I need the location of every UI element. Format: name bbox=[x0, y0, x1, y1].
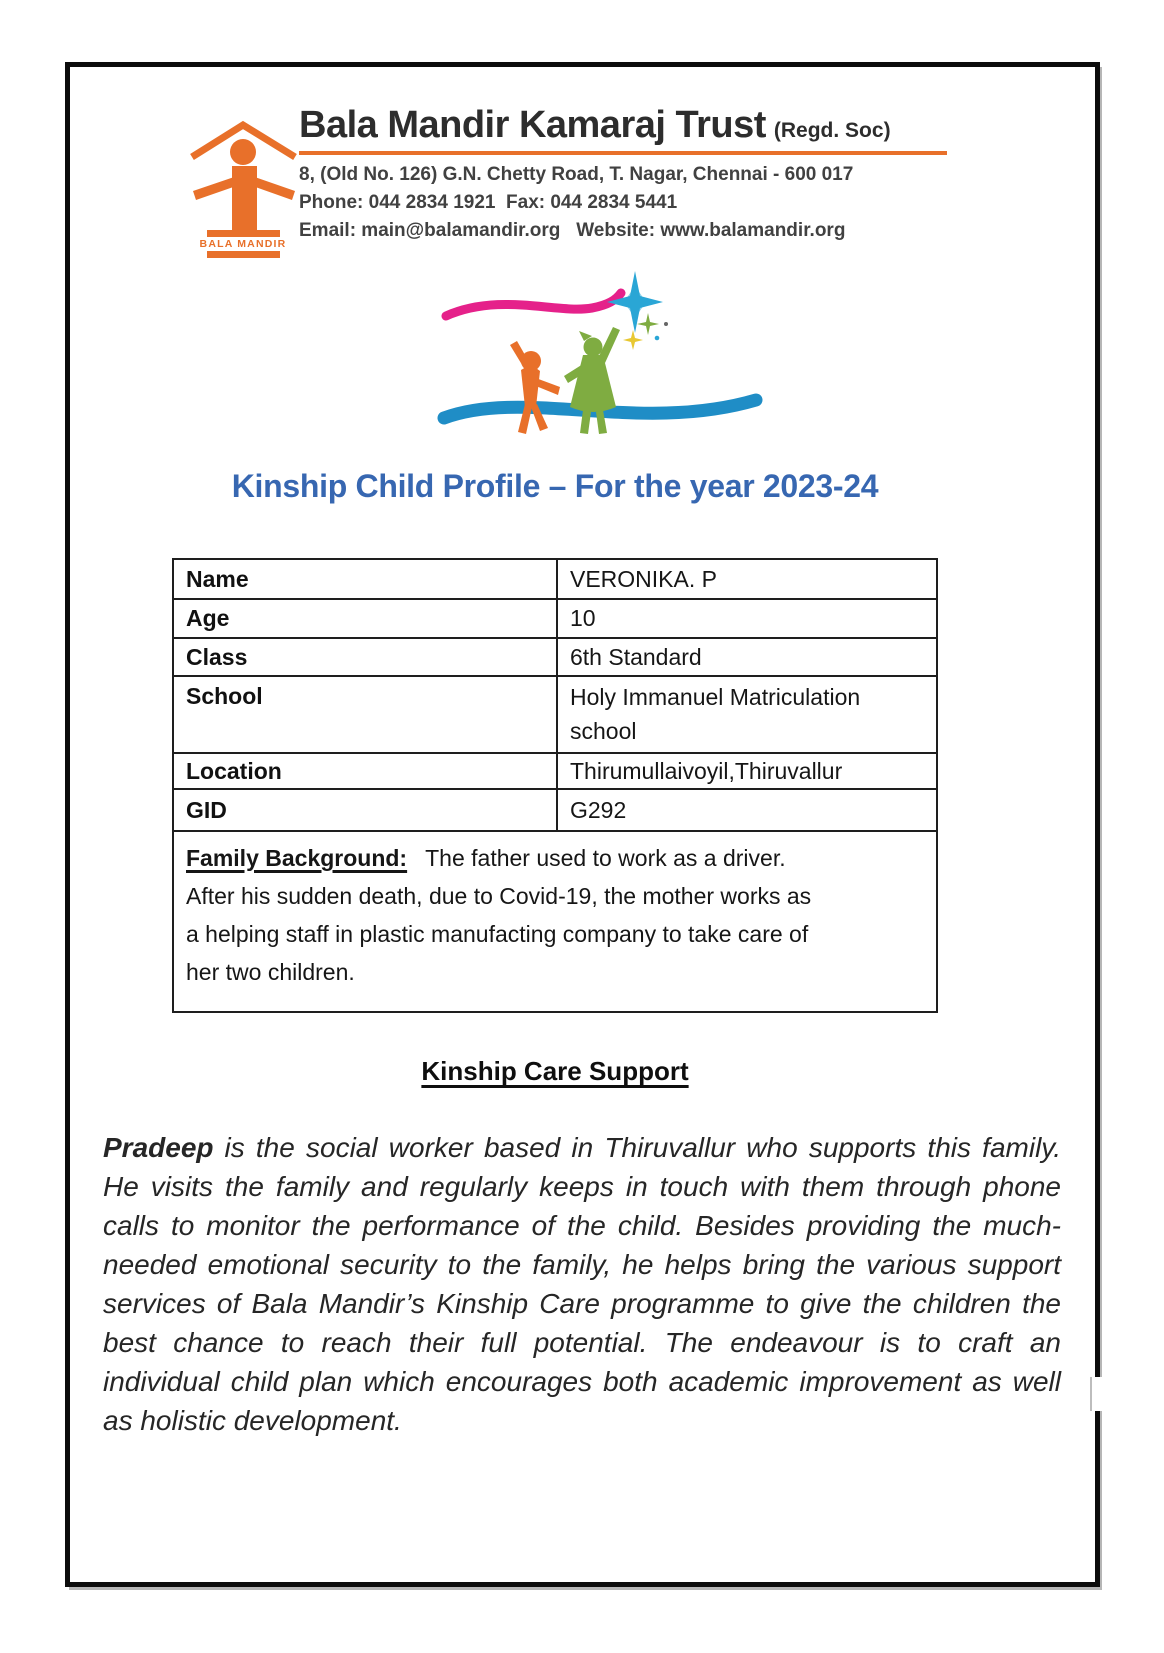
row-value-age: 10 bbox=[557, 599, 937, 638]
table-row-class bbox=[173, 638, 937, 676]
row-label-gid: GID bbox=[173, 789, 557, 831]
support-paragraph bbox=[103, 1128, 1061, 1440]
page-title: Kinship Child Profile – For the year 2023-24 bbox=[231, 468, 879, 504]
logo-caption: BALA MANDIR bbox=[199, 238, 287, 250]
phone-fax-line: Phone: 044 2834 1921 Fax: 044 2834 5441 bbox=[299, 192, 678, 213]
row-label-class: Class bbox=[173, 638, 557, 676]
row-label-name: Name bbox=[173, 559, 557, 599]
address-line: 8, (Old No. 126) G.N. Chetty Road, T. Nagar, Chennai - 600 017 bbox=[299, 164, 854, 185]
table-row-age bbox=[173, 599, 937, 638]
social-worker-name: Pradeep bbox=[103, 1132, 214, 1163]
organization-registration: (Regd. Soc) bbox=[773, 119, 891, 142]
children-stars-logo-icon bbox=[430, 252, 765, 442]
support-section-heading: Kinship Care Support bbox=[421, 1056, 689, 1086]
table-row-location bbox=[173, 753, 937, 789]
row-value-name: VERONIKA. P bbox=[557, 559, 937, 599]
row-value-school: Holy Immanuel Matriculation school bbox=[557, 676, 937, 753]
row-label-school: School bbox=[173, 676, 557, 753]
organization-name-line bbox=[299, 104, 999, 147]
profile-table bbox=[172, 558, 938, 1013]
row-value-location: Thirumullaivoyil,Thiruvallur bbox=[557, 753, 937, 789]
family-background-label: Family Background: bbox=[186, 845, 408, 871]
row-value-class: 6th Standard bbox=[557, 638, 937, 676]
family-background-text: The father used to work as a driver. After his sudden death, due to Covid-19, the mother works as a helping staff in plastic manufacting company to take care of her two children. bbox=[186, 845, 812, 985]
table-row-school bbox=[173, 676, 937, 753]
family-background-cell bbox=[173, 831, 937, 1012]
row-label-location: Location bbox=[173, 753, 557, 789]
table-row-gid bbox=[173, 789, 937, 831]
support-paragraph-text: is the social worker based in Thiruvallur who supports this family. He visits the family and regularly keeps in touch with them through phone calls to monitor the performance of the child. Besides providing the much-needed emotional security to the family, he helps bring the various support services of Bala Mandir’s Kinship Care programme to give the children the best chance to reach their full potential. The endeavour is to craft an individual child plan which encourages both academic improvement as well as holistic development. bbox=[103, 1132, 1061, 1436]
table-row-family-background bbox=[173, 831, 937, 1012]
orange-child-figure bbox=[510, 341, 560, 434]
scan-artifact bbox=[1090, 1377, 1106, 1411]
organization-name: Bala Mandir Kamaraj Trust bbox=[299, 104, 766, 146]
email-website-line: Email: main@balamandir.org Website: www.balamandir.org bbox=[299, 220, 846, 241]
table-row-name bbox=[173, 559, 937, 599]
letterhead bbox=[299, 104, 999, 245]
row-label-age: Age bbox=[173, 599, 557, 638]
bala-mandir-logo-icon bbox=[190, 117, 300, 262]
row-value-gid: G292 bbox=[557, 789, 937, 831]
accent-divider bbox=[299, 151, 947, 155]
